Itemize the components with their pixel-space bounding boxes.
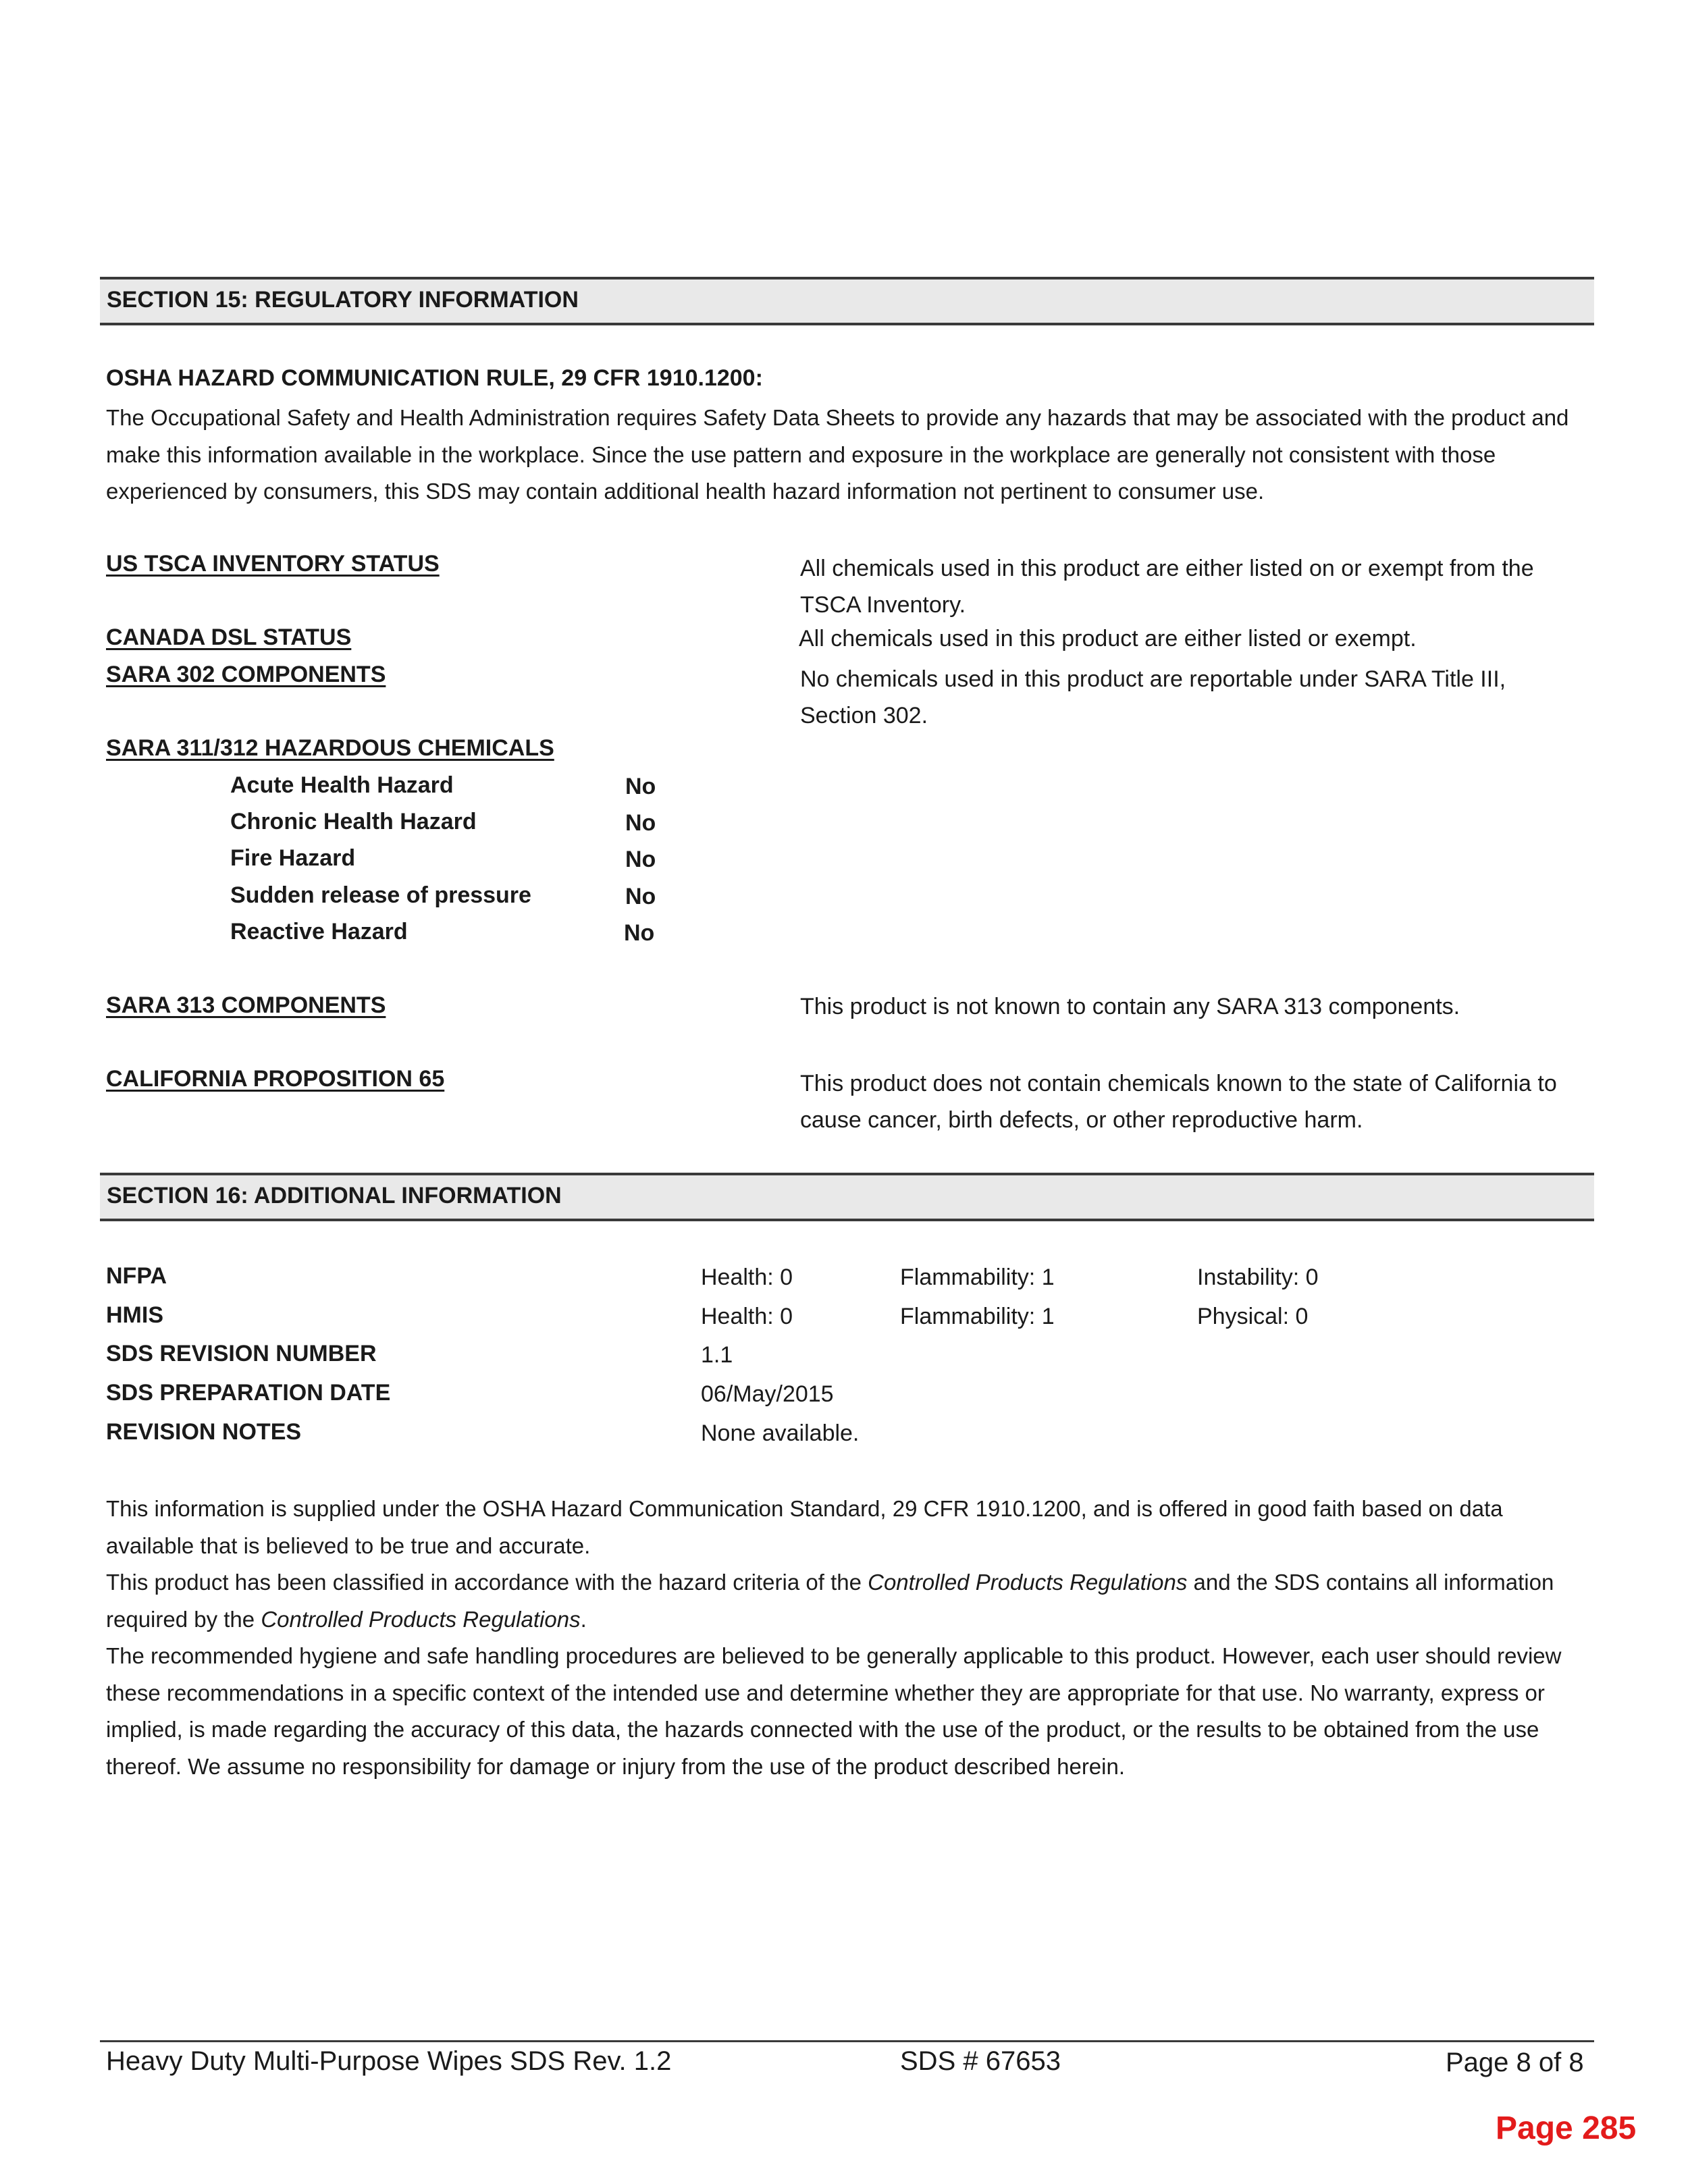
- nfpa-label: NFPA: [106, 1263, 167, 1289]
- dsl-value: All chemicals used in this product are either listed or exempt.: [799, 626, 1417, 651]
- hazard-value: No: [624, 920, 655, 946]
- disclaimer-2-italic-2: Controlled Products Regulations: [261, 1606, 581, 1632]
- nfpa-health: Health: 0: [701, 1264, 793, 1290]
- hazard-name: Acute Health Hazard: [230, 772, 454, 798]
- section-16-header: [100, 1173, 1594, 1221]
- prep-date-label: SDS PREPARATION DATE: [106, 1380, 391, 1406]
- prep-date-value: 06/May/2015: [701, 1381, 834, 1407]
- revision-notes-value: None available.: [701, 1420, 860, 1446]
- sara313-label: SARA 313 COMPONENTS: [106, 992, 386, 1018]
- revision-value: 1.1: [701, 1342, 733, 1368]
- tsca-label: US TSCA INVENTORY STATUS: [106, 551, 440, 577]
- sara302-label: SARA 302 COMPONENTS: [106, 662, 386, 687]
- page-stamp: Page 285: [1496, 2110, 1637, 2146]
- hazard-value: No: [625, 847, 656, 872]
- disclaimer-2: [106, 1564, 1591, 1638]
- section-16-title: SECTION 16: ADDITIONAL INFORMATION: [107, 1183, 562, 1208]
- hazard-value: No: [625, 774, 656, 799]
- disclaimer-2-part-a: This product has been classified in accordance with the hazard criteria of the: [106, 1570, 868, 1595]
- disclaimer-2-italic-1: Controlled Products Regulations: [868, 1570, 1188, 1595]
- hazard-value: No: [625, 810, 656, 836]
- section-15-header: [100, 277, 1594, 325]
- tsca-value: All chemicals used in this product are either listed on or exempt from the TSCA Inventory.: [800, 556, 1534, 618]
- sara302-value: No chemicals used in this product are reportable under SARA Title III, Section 302.: [800, 666, 1506, 728]
- nfpa-flammability: Flammability: 1: [900, 1264, 1055, 1290]
- sara313-value: This product is not known to contain any SARA 313 components.: [800, 994, 1460, 1019]
- revision-label: SDS REVISION NUMBER: [106, 1341, 377, 1366]
- disclaimer-3: The recommended hygiene and safe handling procedures are believed to be generally applicable to this product. However, each user should review these recommendations in a specific context of the intended use and determine whether they are appropriate for that use. No warranty, express or implied, is made regarding the accuracy of this data, the hazards connected with the use of the product, or the results to be obtained from the use thereof. We assume no responsibility for damage or injury from the use of the product described herein.: [106, 1643, 1562, 1779]
- disclaimer-block: [106, 1491, 1591, 1785]
- revision-notes-label: REVISION NOTES: [106, 1419, 302, 1445]
- disclaimer-1: This information is supplied under the OSHA Hazard Communication Standard, 29 CFR 1910.1200, and is offered in good faith based on data available that is believed to be true and accurate.: [106, 1496, 1503, 1558]
- prop65-value: This product does not contain chemicals known to the state of California to cause cancer, birth defects, or other reproductive harm.: [800, 1071, 1557, 1133]
- footer-product: Heavy Duty Multi-Purpose Wipes SDS Rev. 1.2: [106, 2046, 672, 2076]
- hazard-value: No: [625, 884, 656, 909]
- hazard-name: Sudden release of pressure: [230, 882, 531, 908]
- disclaimer-2-part-b: and the SDS contains all information required by the: [106, 1570, 1554, 1632]
- disclaimer-2-part-c: .: [580, 1606, 587, 1632]
- osha-text: The Occupational Safety and Health Administration requires Safety Data Sheets to provide any hazards that may be associated with the product and make this information available in the workplace. Since the use pattern and exposure in the workplace are generally not consistent with those experienced by consumers, this SDS may contain additional health hazard information not pertinent to consumer use.: [106, 405, 1569, 504]
- footer-rule: [100, 2040, 1594, 2042]
- footer-sds-number: SDS # 67653: [900, 2046, 1061, 2076]
- hmis-physical: Physical: 0: [1197, 1304, 1309, 1329]
- footer-page: Page 8 of 8: [1446, 2048, 1584, 2077]
- dsl-label: CANADA DSL STATUS: [106, 624, 352, 650]
- nfpa-instability: Instability: 0: [1197, 1264, 1319, 1290]
- osha-heading: OSHA HAZARD COMMUNICATION RULE, 29 CFR 1910.1200:: [106, 365, 763, 391]
- hazard-name: Reactive Hazard: [230, 919, 408, 944]
- hmis-flammability: Flammability: 1: [900, 1304, 1055, 1329]
- hazard-name: Fire Hazard: [230, 845, 356, 871]
- section-15-title: SECTION 15: REGULATORY INFORMATION: [107, 287, 579, 313]
- hmis-health: Health: 0: [701, 1304, 793, 1329]
- hmis-label: HMIS: [106, 1302, 163, 1328]
- prop65-label: CALIFORNIA PROPOSITION 65: [106, 1066, 445, 1092]
- hazard-name: Chronic Health Hazard: [230, 809, 477, 834]
- sara311-label: SARA 311/312 HAZARDOUS CHEMICALS: [106, 735, 554, 761]
